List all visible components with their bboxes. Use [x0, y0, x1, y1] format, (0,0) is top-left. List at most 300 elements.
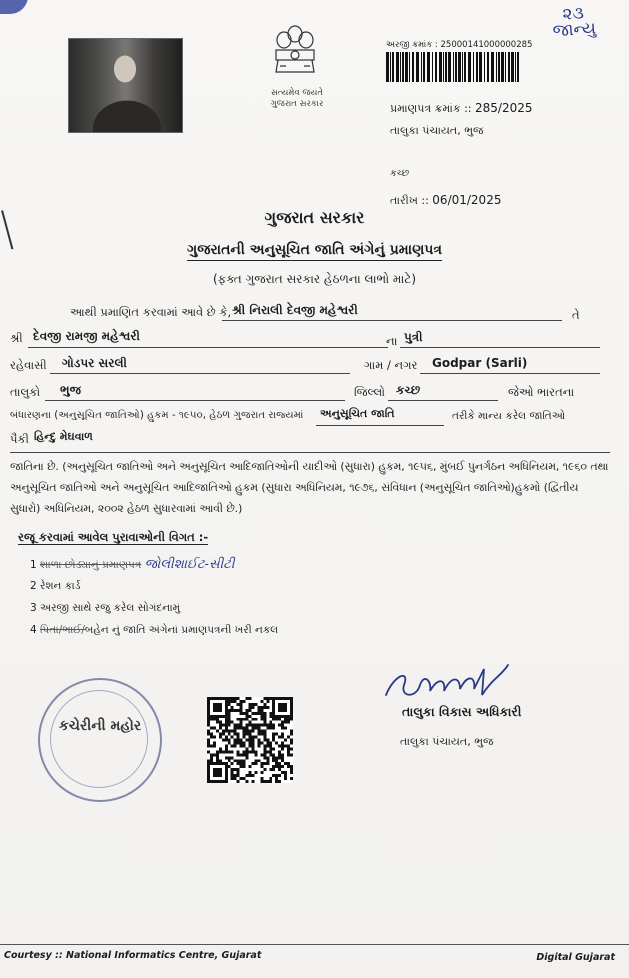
qr-module	[278, 718, 281, 721]
qr-module	[249, 774, 252, 777]
qr-module	[243, 765, 246, 768]
qr-module	[249, 736, 252, 739]
qr-module	[287, 747, 290, 750]
qr-module	[278, 744, 281, 747]
qr-module	[257, 709, 260, 712]
barcode-bar	[464, 52, 466, 82]
qr-module	[287, 718, 290, 721]
resident-label: રહેવાસી	[10, 358, 47, 372]
qr-module	[275, 774, 278, 777]
qr-module	[281, 753, 284, 756]
office-seal	[38, 678, 162, 802]
qr-module	[240, 739, 243, 742]
qr-module	[234, 744, 237, 747]
qr-module	[216, 721, 219, 724]
qr-module	[260, 741, 263, 744]
qr-module	[290, 741, 293, 744]
qr-module	[240, 724, 243, 727]
qr-module	[231, 706, 234, 709]
qr-module	[269, 744, 272, 747]
qr-module	[234, 774, 237, 777]
qr-module	[272, 774, 275, 777]
qr-module	[249, 706, 252, 709]
qr-module	[290, 739, 293, 742]
state-emblem-icon	[266, 22, 324, 86]
qr-module	[278, 724, 281, 727]
qr-module	[275, 777, 278, 780]
relation-value: પુત્રી	[404, 330, 423, 344]
qr-module	[278, 756, 281, 759]
barcode-bar	[432, 52, 433, 82]
qr-module	[222, 733, 225, 736]
qr-module	[246, 774, 249, 777]
qr-module	[251, 750, 254, 753]
qr-module	[254, 712, 257, 715]
qr-module	[269, 768, 272, 771]
qr-module	[260, 715, 263, 718]
qr-module	[234, 768, 237, 771]
qr-module	[260, 780, 263, 783]
qr-module	[210, 756, 213, 759]
qr-module	[243, 733, 246, 736]
barcode-bar	[445, 52, 447, 82]
qr-module	[243, 759, 246, 762]
evidence-item-3	[30, 602, 180, 615]
qr-module	[278, 750, 281, 753]
qr-module	[213, 727, 216, 730]
barcode-bar	[416, 52, 419, 82]
qr-module	[275, 759, 278, 762]
qr-module	[284, 777, 287, 780]
barcode-bar	[409, 52, 410, 82]
qr-module	[254, 750, 257, 753]
qr-module	[222, 724, 225, 727]
legal-paragraph: જાતિના છે. (અનુસૂચિત જાતિઓ અને અનુસૂચિત આદિજાતિઓની યાદીઓ (સુધારા) હુકમ, ૧૯૫૬, મુંબઈ પુનર્ગઠન અધિનિયમ, ૧૯૬૦ તથા અનુસૂચિત જાતિઓ અને અનુસૂચિત આદિજાતિઓ હુકમ (સુધારા અધિનિયમ, ૧૯૭૬, સંવિધાન (અનુસૂચિત જાતિઓ)હુકમો (દ્વિતીય સુધારો) અધિનિયમ, ૨૦૦૨ હેઠળ સુધારવામાં આવી છે.)	[10, 460, 609, 515]
qr-module	[251, 741, 254, 744]
caste-value: હિન્દુ મેઘવાળ	[34, 430, 93, 443]
qr-module	[231, 744, 234, 747]
barcode-bar	[453, 52, 454, 82]
qr-module	[228, 730, 231, 733]
qr-module	[231, 771, 234, 774]
qr-module	[284, 739, 287, 742]
qr-module	[207, 718, 210, 721]
qr-module	[284, 771, 287, 774]
qr-module	[257, 712, 260, 715]
qr-module	[228, 741, 231, 744]
qr-module	[225, 718, 228, 721]
qr-module	[275, 741, 278, 744]
qr-module	[249, 724, 252, 727]
qr-module	[272, 759, 275, 762]
qr-module	[231, 777, 234, 780]
qr-module	[251, 762, 254, 765]
qr-module	[263, 730, 266, 733]
barcode-bar	[458, 52, 461, 82]
qr-module	[251, 739, 254, 742]
qr-module	[251, 780, 254, 783]
qr-module	[222, 750, 225, 753]
taluka-label: તાલુકો	[10, 385, 41, 399]
cert-no-label: પ્રમાણપત્ર ક્રમાંક	[390, 102, 461, 115]
qr-module	[249, 697, 252, 700]
evidence-item-4-num: 4	[30, 624, 37, 636]
qr-module	[228, 715, 231, 718]
qr-module	[278, 753, 281, 756]
qr-module	[240, 718, 243, 721]
qr-module	[257, 706, 260, 709]
evidence-item-1	[30, 557, 235, 572]
qr-module	[254, 703, 257, 706]
qr-module	[237, 736, 240, 739]
qr-module	[213, 744, 216, 747]
qr-module	[257, 739, 260, 742]
qr-module	[237, 750, 240, 753]
qr-module	[278, 768, 281, 771]
qr-module	[228, 718, 231, 721]
qr-module	[269, 712, 272, 715]
qr-module	[260, 777, 263, 780]
qr-module	[246, 709, 249, 712]
qr-module	[246, 697, 249, 700]
seal-inner-ring	[50, 690, 148, 788]
date-sep: ::	[421, 194, 429, 207]
qr-module	[228, 759, 231, 762]
evidence-item-1-struck: શાળા છોડ્યાનું પ્રમાણપત્ર	[40, 559, 142, 571]
barcode-bar	[479, 52, 482, 82]
qr-module	[287, 736, 290, 739]
barcode-bar	[435, 52, 437, 82]
qr-module	[260, 762, 263, 765]
qr-module	[290, 730, 293, 733]
qr-module	[243, 777, 246, 780]
qr-module	[246, 780, 249, 783]
application-number: અરજી ક્રમાંક : 25000141000000285	[386, 40, 533, 50]
qr-module	[290, 771, 293, 774]
barcode-bar	[405, 52, 408, 82]
applicant-name: શ્રી નિરાલી દેવજી મહેશ્વરી	[232, 303, 358, 317]
qr-module	[257, 730, 260, 733]
qr-module	[234, 700, 237, 703]
applicant-photo	[68, 38, 183, 133]
barcode	[386, 52, 520, 82]
qr-module	[263, 724, 266, 727]
qr-code	[207, 697, 293, 783]
qr-module	[219, 724, 222, 727]
qr-module	[275, 733, 278, 736]
underline-relation	[400, 347, 600, 348]
qr-module	[290, 768, 293, 771]
evidence-title	[18, 530, 208, 545]
qr-module	[240, 727, 243, 730]
evidence-title-text: રજૂ કરવામાં આવેલ પુરાવાઓની વિગત :-	[18, 530, 209, 544]
qr-module	[240, 703, 243, 706]
qr-module	[263, 706, 266, 709]
qr-module	[210, 759, 213, 762]
qr-module	[237, 718, 240, 721]
qr-module	[237, 733, 240, 736]
qr-module	[272, 727, 275, 730]
qr-module	[240, 700, 243, 703]
qr-module	[243, 744, 246, 747]
qr-module	[207, 721, 210, 724]
qr-module	[237, 771, 240, 774]
qr-module	[275, 762, 278, 765]
qr-module	[249, 741, 252, 744]
barcode-bar	[505, 52, 506, 82]
qr-module	[257, 727, 260, 730]
qr-module	[284, 774, 287, 777]
qr-module	[275, 765, 278, 768]
qr-finder-center	[213, 768, 222, 777]
qr-module	[263, 697, 266, 700]
evidence-item-4	[30, 624, 278, 637]
qr-module	[246, 730, 249, 733]
qr-module	[225, 747, 228, 750]
handwritten-ref-bottom: જાન્યુ	[551, 18, 597, 42]
qr-module	[216, 718, 219, 721]
qr-module	[257, 733, 260, 736]
officer-title: તાલુકા વિકાસ અધિકારી	[402, 704, 522, 719]
evidence-item-4-struck: પિતા/ભાઈ/	[40, 624, 85, 636]
qr-module	[249, 730, 252, 733]
qr-module	[263, 780, 266, 783]
certificate-title-text: ગુજરાતની અનુસૂચિત જાતિ અંગેનું પ્રમાણપત્ર	[187, 242, 442, 261]
barcode-bar	[515, 52, 516, 82]
qr-module	[207, 733, 210, 736]
qr-module	[254, 771, 257, 774]
qr-module	[207, 739, 210, 742]
qr-module	[243, 718, 246, 721]
qr-module	[251, 727, 254, 730]
qr-module	[269, 741, 272, 744]
cert-no-value: 285/2025	[475, 101, 533, 115]
qr-module	[216, 750, 219, 753]
barcode-bar	[498, 52, 500, 82]
underline-caste	[10, 452, 610, 453]
evidence-item-1-handwritten: જોલીશાઈટ-સીટી	[144, 557, 235, 572]
qr-module	[251, 747, 254, 750]
barcode-bar	[427, 52, 430, 82]
qr-module	[231, 762, 234, 765]
te-word: તે	[572, 308, 580, 322]
qr-module	[207, 730, 210, 733]
qr-module	[278, 762, 281, 765]
underline-district	[388, 400, 498, 401]
qr-module	[231, 756, 234, 759]
qr-module	[263, 703, 266, 706]
qr-module	[225, 750, 228, 753]
qr-module	[231, 768, 234, 771]
constitution-text: બંધારણના (અનુસૂચિત જાતિઓ) હુકમ - ૧૯૫૦, હેઠળ ગુજરાત રાજ્યમાં	[10, 410, 304, 421]
evidence-item-2-text: રેશન કાર્ડ	[40, 580, 81, 592]
qr-module	[287, 765, 290, 768]
qr-module	[225, 739, 228, 742]
barcode-bar	[400, 52, 401, 82]
qr-module	[216, 759, 219, 762]
qr-module	[222, 730, 225, 733]
qr-module	[266, 697, 269, 700]
qr-module	[240, 706, 243, 709]
qr-module	[231, 697, 234, 700]
qr-module	[246, 724, 249, 727]
qr-module	[278, 774, 281, 777]
qr-module	[210, 727, 213, 730]
qr-module	[210, 718, 213, 721]
qr-module	[281, 747, 284, 750]
qr-module	[266, 724, 269, 727]
qr-module	[249, 771, 252, 774]
qr-module	[266, 739, 269, 742]
qr-module	[234, 727, 237, 730]
qr-module	[263, 712, 266, 715]
qr-module	[243, 741, 246, 744]
qr-module	[251, 718, 254, 721]
qr-module	[249, 744, 252, 747]
qr-module	[243, 712, 246, 715]
qr-module	[269, 724, 272, 727]
qr-module	[246, 750, 249, 753]
qr-module	[266, 741, 269, 744]
qr-module	[213, 741, 216, 744]
qr-module	[246, 733, 249, 736]
qr-module	[225, 730, 228, 733]
qr-module	[251, 706, 254, 709]
qr-module	[260, 706, 263, 709]
qr-module	[243, 762, 246, 765]
seal-text: કચેરીની મહોર	[58, 718, 142, 734]
barcode-bar	[402, 52, 404, 82]
certify-text: આથી પ્રમાણિત કરવામાં આવે છે કે,	[70, 305, 232, 319]
qr-module	[225, 721, 228, 724]
qr-module	[216, 756, 219, 759]
qr-module	[260, 700, 263, 703]
qr-module	[225, 736, 228, 739]
qr-module	[254, 724, 257, 727]
resident-value: ગોડપર સરલી	[62, 356, 127, 370]
district-label: જિલ્લો	[354, 385, 386, 399]
qr-module	[275, 780, 278, 783]
qr-module	[290, 753, 293, 756]
qr-module	[240, 777, 243, 780]
village-label: ગામ / નગર	[364, 358, 418, 372]
qr-module	[287, 750, 290, 753]
qr-module	[228, 697, 231, 700]
qr-module	[290, 718, 293, 721]
qr-module	[278, 736, 281, 739]
qr-module	[281, 744, 284, 747]
qr-module	[234, 709, 237, 712]
qr-module	[246, 753, 249, 756]
barcode-bar	[487, 52, 489, 82]
qr-module	[263, 739, 266, 742]
qr-module	[266, 759, 269, 762]
evidence-item-3-num: 3	[30, 602, 37, 614]
qr-module	[260, 765, 263, 768]
qr-module	[231, 750, 234, 753]
qr-module	[237, 709, 240, 712]
qr-module	[240, 762, 243, 765]
qr-module	[269, 697, 272, 700]
qr-module	[228, 721, 231, 724]
qr-module	[254, 727, 257, 730]
qr-module	[290, 733, 293, 736]
handwritten-reference	[551, 3, 597, 42]
qr-module	[243, 727, 246, 730]
qr-module	[272, 747, 275, 750]
qr-module	[260, 724, 263, 727]
underline-father	[28, 347, 388, 348]
qr-module	[228, 750, 231, 753]
underline-taluka	[45, 400, 345, 401]
qr-module	[284, 744, 287, 747]
evidence-item-1-num: 1	[30, 559, 37, 571]
recognized-text: તરીકે માન્ય કરેલ જાતિઓ	[452, 410, 566, 422]
qr-module	[228, 712, 231, 715]
cert-no-sep: ::	[464, 102, 472, 115]
qr-module	[237, 768, 240, 771]
qr-module	[237, 727, 240, 730]
qr-module	[269, 777, 272, 780]
qr-module	[237, 724, 240, 727]
qr-module	[234, 777, 237, 780]
qr-module	[249, 715, 252, 718]
qr-module	[237, 762, 240, 765]
qr-module	[287, 762, 290, 765]
qr-module	[263, 733, 266, 736]
qr-module	[240, 744, 243, 747]
qr-module	[237, 753, 240, 756]
emblem-gov: ગુજરાત સરકાર	[270, 99, 324, 109]
barcode-bar	[468, 52, 471, 82]
qr-module	[219, 747, 222, 750]
government-title: ગુજરાત સરકાર	[264, 208, 365, 227]
qr-module	[207, 759, 210, 762]
barcode-bar	[386, 52, 389, 82]
qr-module	[249, 709, 252, 712]
qr-module	[251, 744, 254, 747]
caste-prefix: પૈકી	[10, 432, 29, 446]
evidence-item-3-text: અરજી સાથે રજુ કરેલ સોગંદનામું	[40, 602, 181, 614]
qr-module	[240, 753, 243, 756]
qr-module	[228, 700, 231, 703]
qr-module	[207, 750, 210, 753]
evidence-item-2	[30, 580, 80, 593]
qr-module	[272, 724, 275, 727]
qr-module	[231, 700, 234, 703]
qr-module	[207, 744, 210, 747]
qr-module	[257, 744, 260, 747]
qr-module	[272, 736, 275, 739]
qr-module	[263, 718, 266, 721]
barcode-bar	[501, 52, 504, 82]
qr-module	[240, 721, 243, 724]
barcode-bar	[491, 52, 494, 82]
qr-module	[234, 724, 237, 727]
qr-module	[228, 724, 231, 727]
qr-module	[290, 777, 293, 780]
emblem-motto: સત્યમેવ જયતે	[270, 88, 324, 98]
qr-module	[240, 712, 243, 715]
barcode-bar	[484, 52, 485, 82]
qr-module	[219, 750, 222, 753]
qr-module	[254, 762, 257, 765]
qr-module	[269, 747, 272, 750]
date-label: તારીખ	[390, 194, 418, 207]
qr-module	[275, 756, 278, 759]
qr-module	[243, 750, 246, 753]
qr-module	[243, 736, 246, 739]
